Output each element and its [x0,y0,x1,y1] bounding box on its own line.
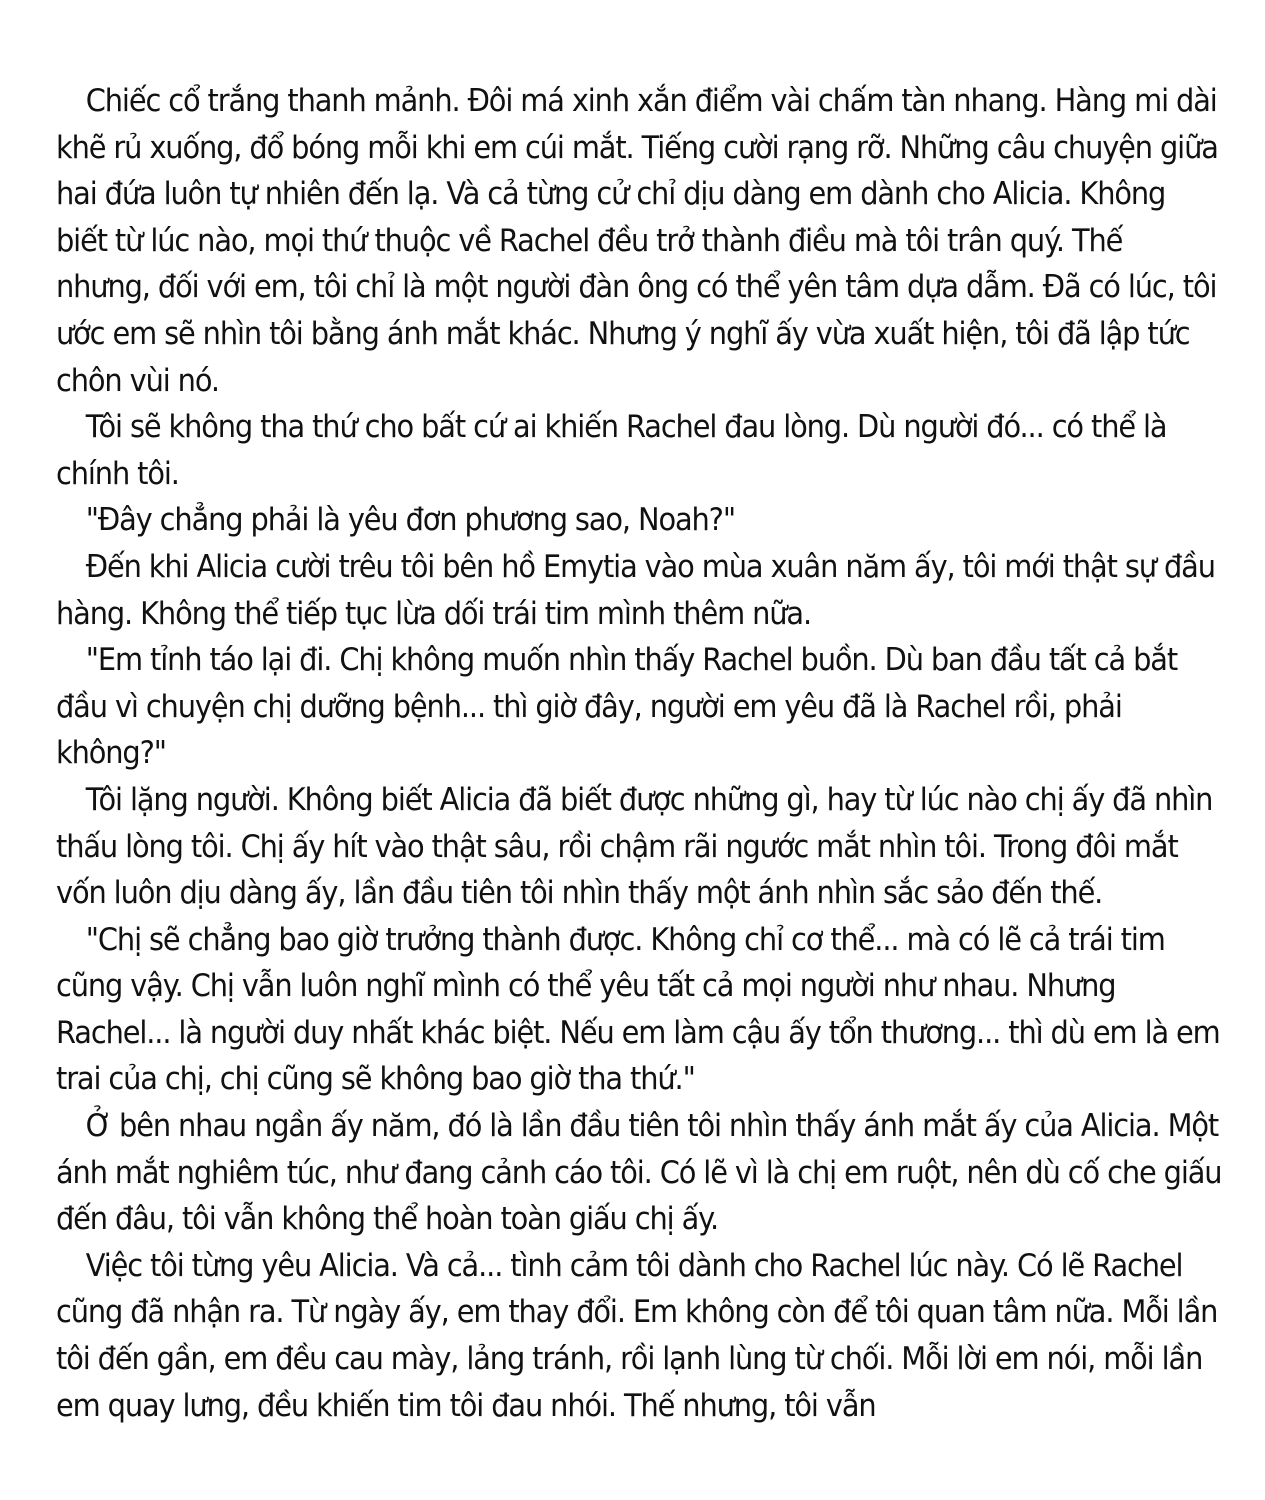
paragraph: Tôi lặng người. Không biết Alicia đã biết được những gì, hay từ lúc nào chị ấy đã nhìn thấu lòng tôi. Chị ấy hít vào thật sâu, rồi chậm rãi ngước mắt nhìn tôi. Trong đôi mắt vốn luôn dịu dàng ấy, lần đầu tiên tôi nhìn thấy một ánh nhìn sắc sảo đến thế. [56,781,1213,912]
paragraph: Ở bên nhau ngần ấy năm, đó là lần đầu tiên tôi nhìn thấy ánh mắt ấy của Alicia. Một ánh mắt nghiêm túc, như đang cảnh cáo tôi. Có lẽ vì là chị em ruột, nên dù cố che giấu đến đâu, tôi vẫn không thể hoàn toàn giấu chị ấy. [56,1108,1222,1238]
paragraph: "Em tỉnh táo lại đi. Chị không muốn nhìn thấy Rachel buồn. Dù ban đầu tất cả bắt đầu vì chuyện chị dưỡng bệnh... thì giờ đây, người em yêu đã là Rachel rồi, phải không?" [56,642,1178,772]
paragraph: Chiếc cổ trắng thanh mảnh. Đôi má xinh xắn điểm vài chấm tàn nhang. Hàng mi dài khẽ rủ xuống, đổ bóng mỗi khi em cúi mắt. Tiếng cười rạng rỡ. Những câu chuyện giữa hai đứa luôn tự nhiên đến lạ. Và cả từng cử chỉ dịu dàng em dành cho Alicia. Không biết từ lúc nào, mọi thứ thuộc về Rachel đều trở thành điều mà tôi trân quý. Thế nhưng, đối với em, tôi chỉ là một người đàn ông có thể yên tâm dựa dẫm. Đã có lúc, tôi ước em sẽ nhìn tôi bằng ánh mắt khác. Nhưng ý nghĩ ấy vừa xuất hiện, tôi đã lập tức chôn vùi nó. [56,83,1218,399]
paragraph: "Đây chẳng phải là yêu đơn phương sao, Noah?" [85,502,736,539]
paragraph: "Chị sẽ chẳng bao giờ trưởng thành được. Không chỉ cơ thể... mà có lẽ cả trái tim cũng vậy. Chị vẫn luôn nghĩ mình có thể yêu tất cả mọi người như nhau. Nhưng Rachel... là người duy nhất khác biệt. Nếu em làm cậu ấy tổn thương... thì dù em là em trai của chị, chị cũng sẽ không bao giờ tha thứ." [56,921,1220,1098]
paragraph: Tôi sẽ không tha thứ cho bất cứ ai khiến Rachel đau lòng. Dù người đó... có thể là chính tôi. [56,409,1167,492]
story-text [56,78,1222,1429]
paragraph: Đến khi Alicia cười trêu tôi bên hồ Emytia vào mùa xuân năm ấy, tôi mới thật sự đầu hàng. Không thể tiếp tục lừa dối trái tim mình thêm nữa. [56,548,1215,632]
paragraph: Việc tôi từng yêu Alicia. Và cả... tình cảm tôi dành cho Rachel lúc này. Có lẽ Rachel cũng đã nhận ra. Từ ngày ấy, em thay đổi. Em không còn để tôi quan tâm nữa. Mỗi lần tôi đến gần, em đều cau mày, lảng tránh, rồi lạnh lùng từ chối. Mỗi lời em nói, mỗi lần em quay lưng, đều khiến tim tôi đau nhói. Thế nhưng, tôi vẫn [56,1247,1218,1424]
